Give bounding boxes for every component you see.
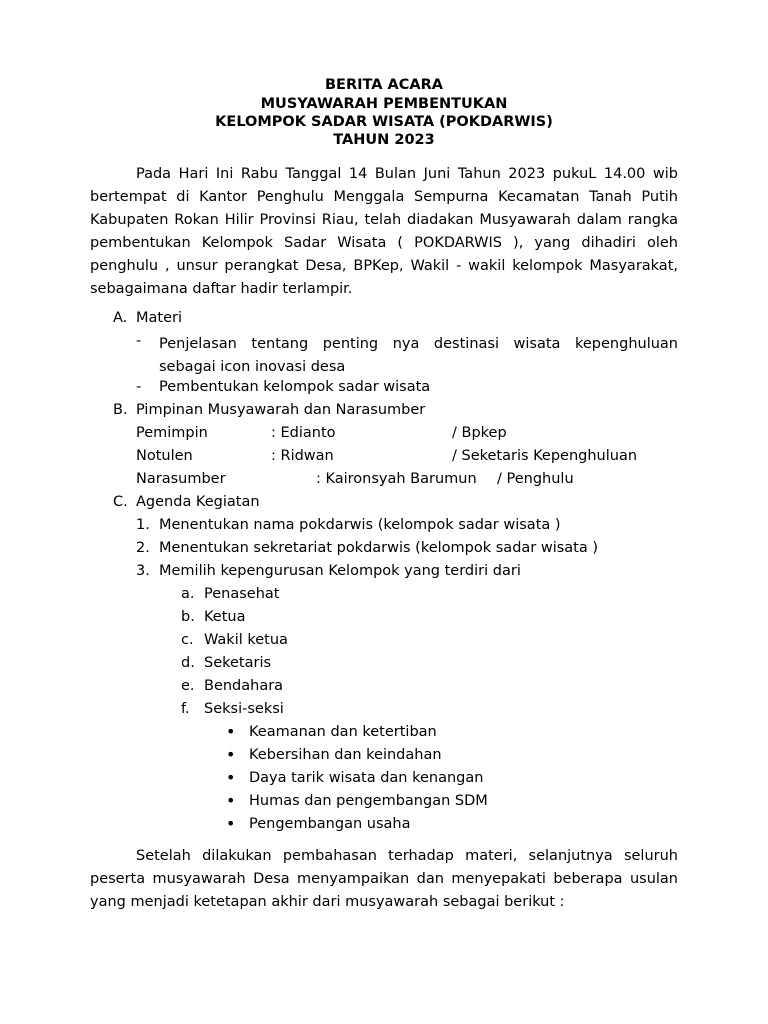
bullet-icon: • [226, 791, 236, 810]
closing-paragraph: Setelah dilakukan pembahasan terhadap materi, selanjutnya seluruh peserta musyawarah Desa menyampaikan dan menyepakati beberapa usulan yang menjadi ketetapan akhir dari musyawarah sebagai berikut : [90, 848, 678, 911]
doc-title-line-2: MUSYAWARAH PEMBENTUKAN [260, 96, 508, 112]
pemimpin-role: Pemimpin [136, 425, 208, 441]
subitem-a-marker: a. [181, 586, 195, 602]
seksi-bullet-5: Pengembangan usaha [249, 816, 411, 832]
notulen-name: : Ridwan [271, 448, 334, 464]
agenda-item-1-marker: 1. [136, 517, 150, 533]
section-c-marker: C. [113, 494, 128, 510]
seksi-bullet-2: Kebersihan dan keindahan [249, 747, 442, 763]
bullet-icon: • [226, 814, 236, 833]
doc-title-line-4: TAHUN 2023 [333, 132, 435, 148]
materi-item-1-marker: - [136, 333, 142, 349]
bullet-icon: • [226, 745, 236, 764]
doc-title-line-1: BERITA ACARA [324, 77, 444, 93]
section-c-label: Agenda Kegiatan [136, 494, 260, 510]
subitem-e-marker: e. [181, 678, 195, 694]
agenda-item-3-marker: 3. [136, 563, 150, 579]
bullet-icon: • [226, 722, 236, 741]
subitem-f-marker: f. [181, 701, 190, 717]
pemimpin-name: : Edianto [271, 425, 336, 441]
subitem-d-text: Seketaris [204, 655, 272, 671]
subitem-b-text: Ketua [204, 609, 246, 625]
subitem-e-text: Bendahara [204, 678, 284, 694]
materi-item-2-text: Pembentukan kelompok sadar wisata [159, 379, 431, 395]
seksi-bullet-3: Daya tarik wisata dan kenangan [249, 770, 484, 786]
notulen-role: Notulen [136, 448, 193, 464]
subitem-c-text: Wakil ketua [204, 632, 288, 648]
seksi-bullet-1: Keamanan dan ketertiban [249, 724, 437, 740]
subitem-d-marker: d. [181, 655, 195, 671]
notulen-org: / Seketaris Kepenghuluan [452, 448, 638, 464]
bullet-icon: • [226, 768, 236, 787]
section-b-marker: B. [113, 402, 128, 418]
subitem-a-text: Penasehat [204, 586, 280, 602]
agenda-item-1-text: Menentukan nama pokdarwis (kelompok sadar wisata ) [159, 517, 561, 533]
narasumber-name: : Kaironsyah Barumun [316, 471, 477, 487]
subitem-f-text: Seksi-seksi [204, 701, 284, 717]
materi-item-1-text: Penjelasan tentang penting nya destinasi wisata kepenghuluan sebagai icon inovasi desa [159, 336, 678, 376]
narasumber-org: / Penghulu [497, 471, 574, 487]
pemimpin-org: / Bpkep [452, 425, 507, 441]
subitem-c-marker: c. [181, 632, 194, 648]
section-a-marker: A. [113, 310, 128, 326]
doc-title-line-3: KELOMPOK SADAR WISATA (POKDARWIS) [215, 114, 553, 130]
agenda-item-2-marker: 2. [136, 540, 150, 556]
materi-item-2-marker: - [136, 379, 142, 395]
agenda-item-2-text: Menentukan sekretariat pokdarwis (kelompok sadar wisata ) [159, 540, 599, 556]
narasumber-role: Narasumber [136, 471, 226, 487]
seksi-bullet-4: Humas dan pengembangan SDM [249, 793, 488, 809]
agenda-item-3-text: Memilih kepengurusan Kelompok yang terdiri dari [159, 563, 521, 579]
subitem-b-marker: b. [181, 609, 195, 625]
section-a-label: Materi [136, 310, 182, 326]
section-b-label: Pimpinan Musyawarah dan Narasumber [136, 402, 426, 418]
intro-paragraph: Pada Hari Ini Rabu Tanggal 14 Bulan Juni Tahun 2023 pukuL 14.00 wib bertempat di Kantor Penghulu Menggala Sempurna Kecamatan Tanah Putih Kabupaten Rokan Hilir Provinsi Riau, telah diadakan Musyawarah dalam rangka pembentukan Kelompok Sadar Wisata ( POKDARWIS ), yang dihadiri oleh penghulu , unsur perangkat Desa, BPKep, Wakil - wakil kelompok Masyarakat, sebagaimana daftar hadir terlampir. [90, 166, 678, 298]
